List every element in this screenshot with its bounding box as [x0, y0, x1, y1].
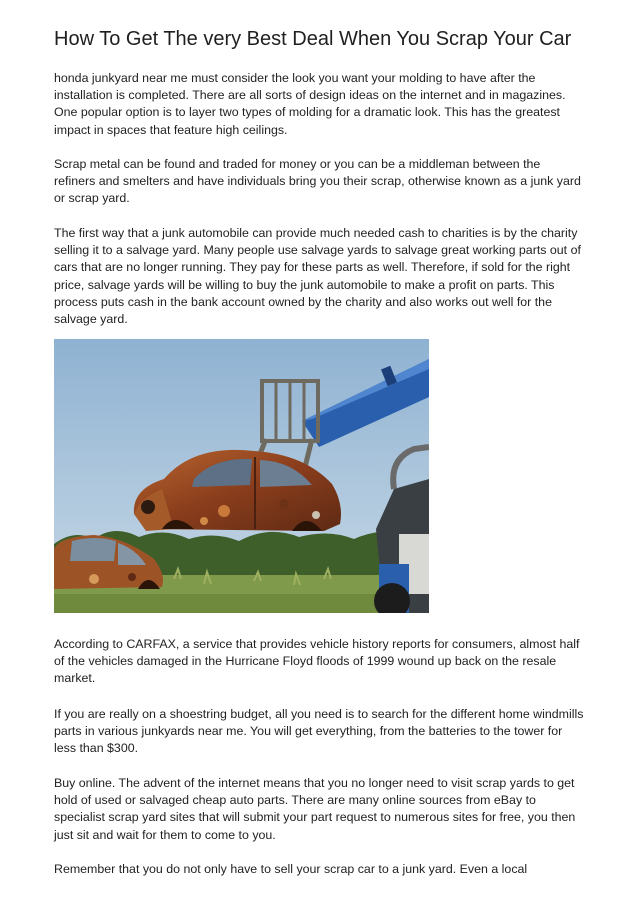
- paragraph-carfax: According to CARFAX, a service that provides vehicle history reports for consumers, almost half of the vehicles damaged in the Hurricane Floyd floods of 1999 wound up back on the resale market.: [54, 637, 580, 686]
- junk-car-photo: [54, 339, 429, 613]
- paragraph-scrap-metal: Scrap metal can be found and traded for money or you can be a middleman between the refiners and smelters and have individuals bring you their scrap, otherwise known as a junk yard or scrap yard.: [54, 157, 581, 206]
- paragraph-buy-online: Buy online. The advent of the internet means that you no longer need to visit scrap yards to get hold of used or salvaged cheap auto parts. There are many online sources from eBay to specialist scrap yard sites that will submit your part request to numerous sites for free, you then just sit and wait for them to come to you.: [54, 776, 576, 842]
- paragraph-charity: The first way that a junk automobile can provide much needed cash to charities is by the charity selling it to a salvage yard. Many people use salvage yards to salvage great working parts out of cars that are no longer running. They pay for these parts as well. Therefore, if sold for the right price, salvage yards will be willing to buy the junk automobile to make a profit on parts. This process puts cash in the bank account owned by the charity and also works out well for the salvage yard.: [54, 226, 581, 327]
- paragraph-molding: honda junkyard near me must consider the look you want your molding to have after the installation is completed. There are all sorts of design ideas on the internet and in magazines. One popular option is to layer two types of molding for a dramatic look. This has the greatest impact in spaces that feature high ceilings.: [54, 71, 566, 137]
- paragraph-remember: Remember that you do not only have to sell your scrap car to a junk yard. Even a local: [54, 862, 528, 876]
- paragraph-windmills: If you are really on a shoestring budget, all you need is to search for the different home windmills parts in various junkyards near me. You will get everything, from the batteries to the tower for less than $300.: [54, 707, 584, 756]
- page-title: How To Get The very Best Deal When You Scrap Your Car: [54, 28, 572, 50]
